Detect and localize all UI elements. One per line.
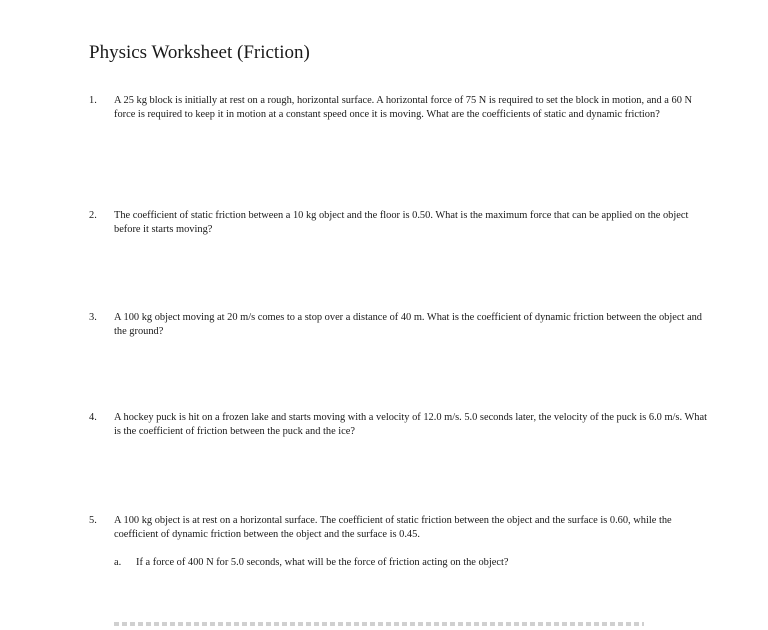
question-number: 5. (89, 515, 97, 526)
question-number: 1. (89, 95, 97, 106)
question-text: A hockey puck is hit on a frozen lake and starts moving with a velocity of 12.0 m/s. 5.0 seconds later, the velocity of the puck is 6.0 m/s. What is the coefficient of friction between the puck and the ice? (114, 412, 707, 437)
question-5 (89, 514, 729, 542)
question-2 (89, 209, 729, 237)
question-1 (89, 94, 729, 122)
question-number: 3. (89, 312, 97, 323)
question-text: A 25 kg block is initially at rest on a rough, horizontal surface. A horizontal force of 75 N is required to set the block in motion, and a 60 N force is required to keep it in motion at a constant speed once it is moving. What are the coefficients of static and dynamic friction? (114, 95, 692, 120)
question-text: A 100 kg object moving at 20 m/s comes to a stop over a distance of 40 m. What is the coefficient of dynamic friction between the object and the ground? (114, 312, 702, 337)
subquestion-text: If a force of 400 N for 5.0 seconds, what will be the force of friction acting on the object? (136, 557, 509, 568)
page-title: Physics Worksheet (Friction) (89, 42, 310, 63)
question-3 (89, 311, 729, 339)
question-5a (114, 556, 714, 570)
question-number: 4. (89, 412, 97, 423)
question-4 (89, 411, 729, 439)
cut-off-text-line (114, 622, 644, 626)
subquestion-letter: a. (114, 557, 122, 568)
question-text: A 100 kg object is at rest on a horizontal surface. The coefficient of static friction between the object and the surface is 0.60, while the coefficient of dynamic friction between the object and the surface is 0.45. (114, 515, 672, 540)
question-number: 2. (89, 210, 97, 221)
question-text: The coefficient of static friction between a 10 kg object and the floor is 0.50. What is the maximum force that can be applied on the object before it starts moving? (114, 210, 689, 235)
